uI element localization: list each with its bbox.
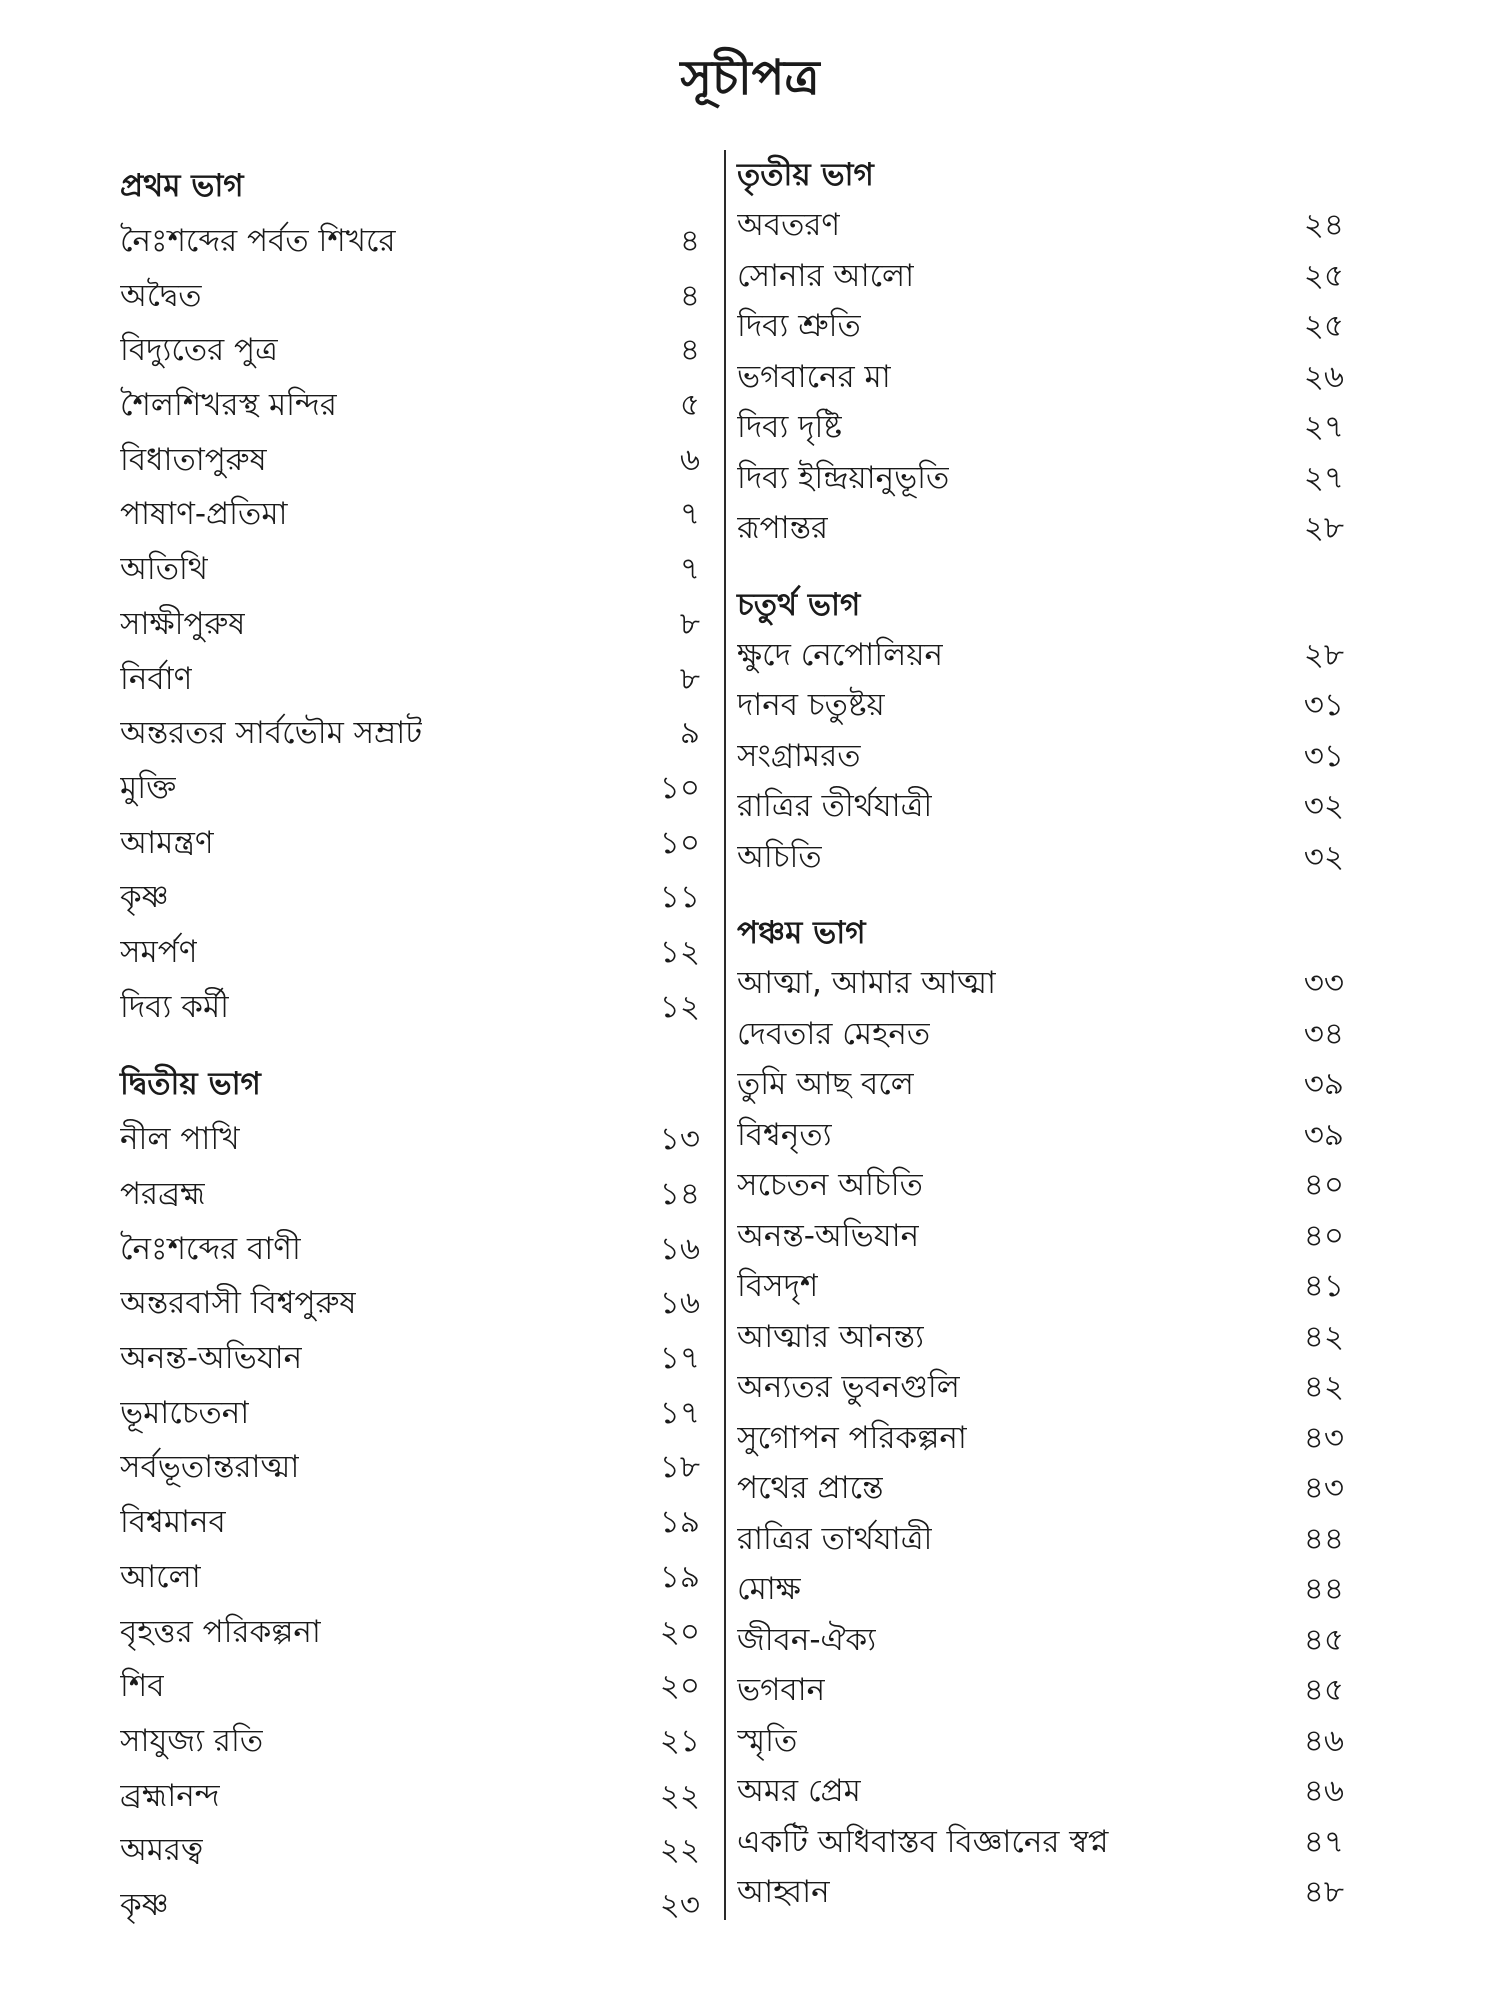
entry-page-number: ৩৩	[1303, 965, 1344, 1001]
toc-entry[interactable]	[737, 1716, 1344, 1767]
entry-page-number: ৩২	[1303, 838, 1344, 875]
entry-page-number: ৩২	[1303, 788, 1344, 824]
entry-title: দেবতার মেহনত	[737, 1015, 931, 1052]
toc-entry[interactable]	[737, 630, 1344, 681]
entry-page-number: ১২	[659, 988, 700, 1025]
toc-entry[interactable]	[120, 269, 700, 324]
entry-page-number: ৩১	[1303, 687, 1344, 723]
entry-page-number: ১১	[659, 879, 700, 916]
entry-page-number: ৪০	[1303, 1167, 1344, 1203]
toc-entry[interactable]	[737, 352, 1344, 403]
entry-page-number: ২২	[659, 1832, 700, 1869]
toc-entry[interactable]	[737, 832, 1344, 883]
entry-page-number: ৪৬	[1303, 1722, 1344, 1759]
entry-page-number: ৪৩	[1303, 1470, 1344, 1506]
entry-page-number: ১৯	[659, 1504, 700, 1541]
entry-page-number: ৩৪	[1303, 1015, 1344, 1052]
entry-title: ভগবানের মা	[737, 358, 891, 395]
entry-title: রূপান্তর	[737, 510, 829, 546]
entry-page-number: ২৭	[1303, 409, 1344, 445]
toc-entry[interactable]	[120, 1331, 700, 1386]
toc-entry[interactable]	[737, 1564, 1344, 1615]
entry-page-number: ১৭	[659, 1394, 700, 1431]
toc-entry[interactable]	[120, 870, 700, 925]
entry-title: বিদ্যুতের পুত্র	[120, 332, 278, 369]
entry-page-number: ৪০	[1303, 1217, 1344, 1254]
toc-entry[interactable]	[737, 1261, 1344, 1312]
entry-title: সংগ্রামরত	[737, 737, 861, 774]
entry-page-number: ৪১	[1303, 1268, 1344, 1304]
toc-entry[interactable]	[737, 1463, 1344, 1514]
toc-entry[interactable]	[120, 1112, 700, 1167]
toc-entry[interactable]	[737, 251, 1344, 302]
toc-entry[interactable]	[120, 323, 700, 378]
entry-page-number: ২৩	[659, 1886, 700, 1923]
entry-page-number: ২০	[659, 1613, 700, 1650]
entry-title: সর্বভূতান্তরাত্মা	[120, 1449, 300, 1486]
toc-entry[interactable]	[120, 706, 700, 761]
toc-entry[interactable]	[120, 487, 700, 542]
entry-title: আহ্বান	[737, 1874, 830, 1910]
entry-title: আত্মা, আমার আত্মা	[737, 965, 997, 1001]
entry-title: বিশ্বমানব	[120, 1504, 226, 1541]
entry-page-number: ১২	[659, 933, 700, 970]
entry-title: অমরত্ব	[120, 1832, 204, 1869]
toc-entry[interactable]	[737, 1211, 1344, 1262]
entry-page-number: ৪	[679, 223, 700, 259]
toc-entry[interactable]	[120, 761, 700, 816]
left-column	[120, 158, 700, 1933]
toc-entry[interactable]	[737, 200, 1344, 251]
toc-entry[interactable]	[737, 301, 1344, 352]
toc-entry[interactable]	[120, 1714, 700, 1769]
entry-title: অন্তরতর সার্বভৌম সম্রাট	[120, 715, 423, 752]
entry-page-number: ৪২	[1303, 1318, 1344, 1355]
entry-title: নৈঃশব্দের পর্বত শিখরে	[120, 223, 396, 259]
entry-page-number: ২২	[659, 1777, 700, 1814]
entry-page-number: ৩৯	[1303, 1066, 1344, 1102]
entry-page-number: ৪২	[1303, 1369, 1344, 1405]
entry-title: অতিথি	[120, 551, 208, 588]
entry-title: অবতরণ	[737, 207, 841, 243]
entry-title: দিব্য দৃষ্টি	[737, 409, 842, 445]
entry-title: ক্ষুদে নেপোলিয়ন	[737, 636, 944, 673]
entry-title: জীবন-ঐক্য	[737, 1621, 877, 1658]
toc-entry[interactable]	[120, 1440, 700, 1495]
entry-page-number: ১৬	[659, 1285, 700, 1322]
right-column	[737, 150, 1344, 1918]
entry-title: ব্রহ্মানন্দ	[120, 1777, 220, 1814]
toc-entry[interactable]	[120, 1495, 700, 1550]
toc-entry[interactable]	[737, 1110, 1344, 1161]
entry-title: বৃহত্তর পরিকল্পনা	[120, 1613, 321, 1650]
toc-entry[interactable]	[120, 1823, 700, 1878]
entry-page-number: ৪৭	[1303, 1823, 1344, 1860]
toc-entry[interactable]	[120, 542, 700, 597]
toc-section	[120, 158, 700, 1034]
entry-page-number: ৪৮	[1303, 1874, 1344, 1910]
entry-title: সমর্পণ	[120, 933, 198, 970]
entry-page-number: ১৭	[659, 1340, 700, 1377]
toc-entry[interactable]	[737, 731, 1344, 782]
entry-title: একটি অধিবাস্তব বিজ্ঞানের স্বপ্ন	[737, 1823, 1109, 1860]
section-heading: তৃতীয় ভাগ	[737, 157, 874, 193]
entry-title: অমর প্রেম	[737, 1773, 861, 1809]
page-title: সূচীপত্র	[680, 50, 820, 106]
entry-title: কৃষ্ণ	[120, 879, 169, 916]
entry-title: মোক্ষ	[737, 1571, 801, 1607]
toc-entry[interactable]	[120, 378, 700, 433]
toc-entry[interactable]	[120, 1167, 700, 1222]
toc-entry[interactable]	[737, 958, 1344, 1009]
entry-title: পাষাণ-প্রতিমা	[120, 496, 288, 533]
toc-entry[interactable]	[120, 597, 700, 652]
entry-title: পরব্রহ্ম	[120, 1176, 206, 1212]
toc-entry[interactable]	[120, 652, 700, 707]
entry-page-number: ১০	[659, 769, 700, 806]
entry-title: রাত্রির তীর্থযাত্রী	[737, 788, 933, 824]
entry-page-number: ২০	[659, 1668, 700, 1705]
section-heading: প্রথম ভাগ	[120, 168, 244, 204]
toc-entry[interactable]	[120, 925, 700, 980]
entry-page-number: ২৮	[1303, 636, 1344, 673]
entry-title: দিব্য কর্মী	[120, 988, 230, 1025]
entry-title: বিশ্বনৃত্য	[737, 1116, 832, 1153]
section-heading: দ্বিতীয় ভাগ	[120, 1066, 261, 1103]
entry-title: সচেতন অচিতি	[737, 1167, 923, 1203]
toc-entry[interactable]	[737, 680, 1344, 731]
entry-title: অনন্ত-অভিযান	[737, 1217, 920, 1254]
entry-page-number: ১৯	[659, 1558, 700, 1595]
entry-title: অচিতি	[737, 838, 822, 875]
entry-title: ভূমাচেতনা	[120, 1394, 250, 1431]
entry-page-number: ৫	[679, 387, 700, 424]
entry-title: অদ্বৈত	[120, 277, 202, 314]
toc-entry[interactable]	[737, 402, 1344, 453]
toc-entry[interactable]	[737, 781, 1344, 832]
entry-page-number: ৬	[679, 441, 700, 478]
entry-page-number: ২৪	[1303, 207, 1344, 243]
entry-page-number: ১৬	[659, 1230, 700, 1267]
entry-page-number: ৪৪	[1303, 1571, 1344, 1607]
entry-page-number: ৪৪	[1303, 1520, 1344, 1557]
section-heading: পঞ্চম ভাগ	[737, 915, 866, 951]
toc-entry[interactable]	[120, 214, 700, 269]
entry-page-number: ৪৩	[1303, 1419, 1344, 1456]
entry-page-number: ২৫	[1303, 257, 1344, 294]
toc-entry[interactable]	[120, 1550, 700, 1605]
toc-entry[interactable]	[120, 1659, 700, 1714]
toc-entry[interactable]	[120, 1276, 700, 1331]
entry-page-number: ১০	[659, 824, 700, 861]
entry-page-number: ২৮	[1303, 510, 1344, 546]
entry-title: আত্মার আনন্ত্য	[737, 1318, 924, 1355]
entry-page-number: ৪	[679, 277, 700, 314]
entry-page-number: ৭	[679, 551, 700, 588]
entry-title: পথের প্রান্তে	[737, 1470, 884, 1506]
entry-page-number: ৩১	[1303, 737, 1344, 774]
entry-page-number: ২১	[659, 1722, 700, 1759]
toc-section	[737, 150, 1344, 554]
entry-page-number: ৮	[679, 605, 700, 642]
entry-title: নীল পাখি	[120, 1121, 240, 1158]
toc-entry[interactable]	[737, 1766, 1344, 1817]
entry-title: দিব্য শ্রুতি	[737, 308, 861, 344]
toc-entry[interactable]	[737, 1413, 1344, 1464]
entry-title: শিব	[120, 1668, 165, 1705]
entry-page-number: ২৬	[1303, 358, 1344, 395]
toc-entry[interactable]	[120, 816, 700, 871]
toc-entry[interactable]	[737, 1160, 1344, 1211]
entry-page-number: ১৪	[659, 1176, 700, 1212]
toc-entry[interactable]	[120, 1386, 700, 1441]
entry-page-number: ২৫	[1303, 308, 1344, 344]
entry-title: তুমি আছ বলে	[737, 1066, 914, 1102]
toc-section	[120, 1056, 700, 1932]
toc-entry[interactable]	[120, 980, 700, 1035]
toc-entry[interactable]	[737, 1665, 1344, 1716]
toc-entry[interactable]	[737, 1615, 1344, 1666]
toc-entry[interactable]	[737, 1867, 1344, 1918]
entry-page-number: ৪৫	[1303, 1672, 1344, 1708]
entry-page-number: ১৩	[659, 1121, 700, 1158]
entry-title: আমন্ত্রণ	[120, 824, 214, 861]
entry-page-number: ৭	[679, 496, 700, 533]
entry-title: সাক্ষীপুরুষ	[120, 605, 246, 642]
entry-title: দিব্য ইন্দ্রিয়ানুভূতি	[737, 459, 950, 496]
toc-entry[interactable]	[120, 1222, 700, 1277]
toc-section	[737, 580, 1344, 883]
column-divider	[724, 150, 726, 1920]
entry-title: সোনার আলো	[737, 257, 915, 294]
entry-title: অনন্ত-অভিযান	[120, 1340, 303, 1377]
entry-title: নৈঃশব্দের বাণী	[120, 1230, 301, 1267]
toc-entry[interactable]	[737, 1514, 1344, 1565]
entry-page-number: ৪৬	[1303, 1773, 1344, 1809]
entry-title: সাযুজ্য রতি	[120, 1722, 264, 1759]
entry-title: শৈলশিখরস্থ মন্দির	[120, 387, 337, 424]
toc-entry[interactable]	[120, 433, 700, 488]
entry-title: ভগবান	[737, 1672, 826, 1708]
entry-title: অন্তরবাসী বিশ্বপুরুষ	[120, 1285, 357, 1322]
entry-title: দানব চতুষ্টয়	[737, 687, 885, 723]
entry-title: কৃষ্ণ	[120, 1886, 169, 1923]
section-heading: চতুর্থ ভাগ	[737, 586, 861, 623]
toc-entry[interactable]	[737, 1312, 1344, 1363]
entry-page-number: ৯	[679, 715, 700, 752]
toc-entry[interactable]	[737, 503, 1344, 554]
entry-title: মুক্তি	[120, 769, 177, 806]
toc-entry[interactable]	[120, 1769, 700, 1824]
entry-title: সুগোপন পরিকল্পনা	[737, 1419, 967, 1456]
entry-title: নির্বাণ	[120, 660, 193, 697]
toc-section	[737, 908, 1344, 1918]
entry-page-number: ৮	[679, 660, 700, 697]
entry-title: আলো	[120, 1558, 201, 1595]
toc-entry[interactable]	[120, 1878, 700, 1933]
toc-entry[interactable]	[737, 1817, 1344, 1868]
entry-title: বিসদৃশ	[737, 1268, 819, 1304]
entry-title: অন্যতর ভুবনগুলি	[737, 1369, 960, 1405]
entry-page-number: ৪	[679, 332, 700, 369]
entry-title: বিধাতাপুরুষ	[120, 441, 267, 478]
entry-page-number: ৪৫	[1303, 1621, 1344, 1658]
entry-title: রাত্রির তার্থযাত্রী	[737, 1520, 933, 1557]
toc-entry[interactable]	[737, 453, 1344, 504]
toc-entry[interactable]	[737, 1009, 1344, 1060]
entry-title: স্মৃতি	[737, 1722, 798, 1759]
entry-page-number: ১৮	[659, 1449, 700, 1486]
toc-entry[interactable]	[737, 1362, 1344, 1413]
toc-entry[interactable]	[120, 1605, 700, 1660]
entry-page-number: ৩৯	[1303, 1116, 1344, 1153]
toc-entry[interactable]	[737, 1059, 1344, 1110]
entry-page-number: ২৭	[1303, 459, 1344, 496]
